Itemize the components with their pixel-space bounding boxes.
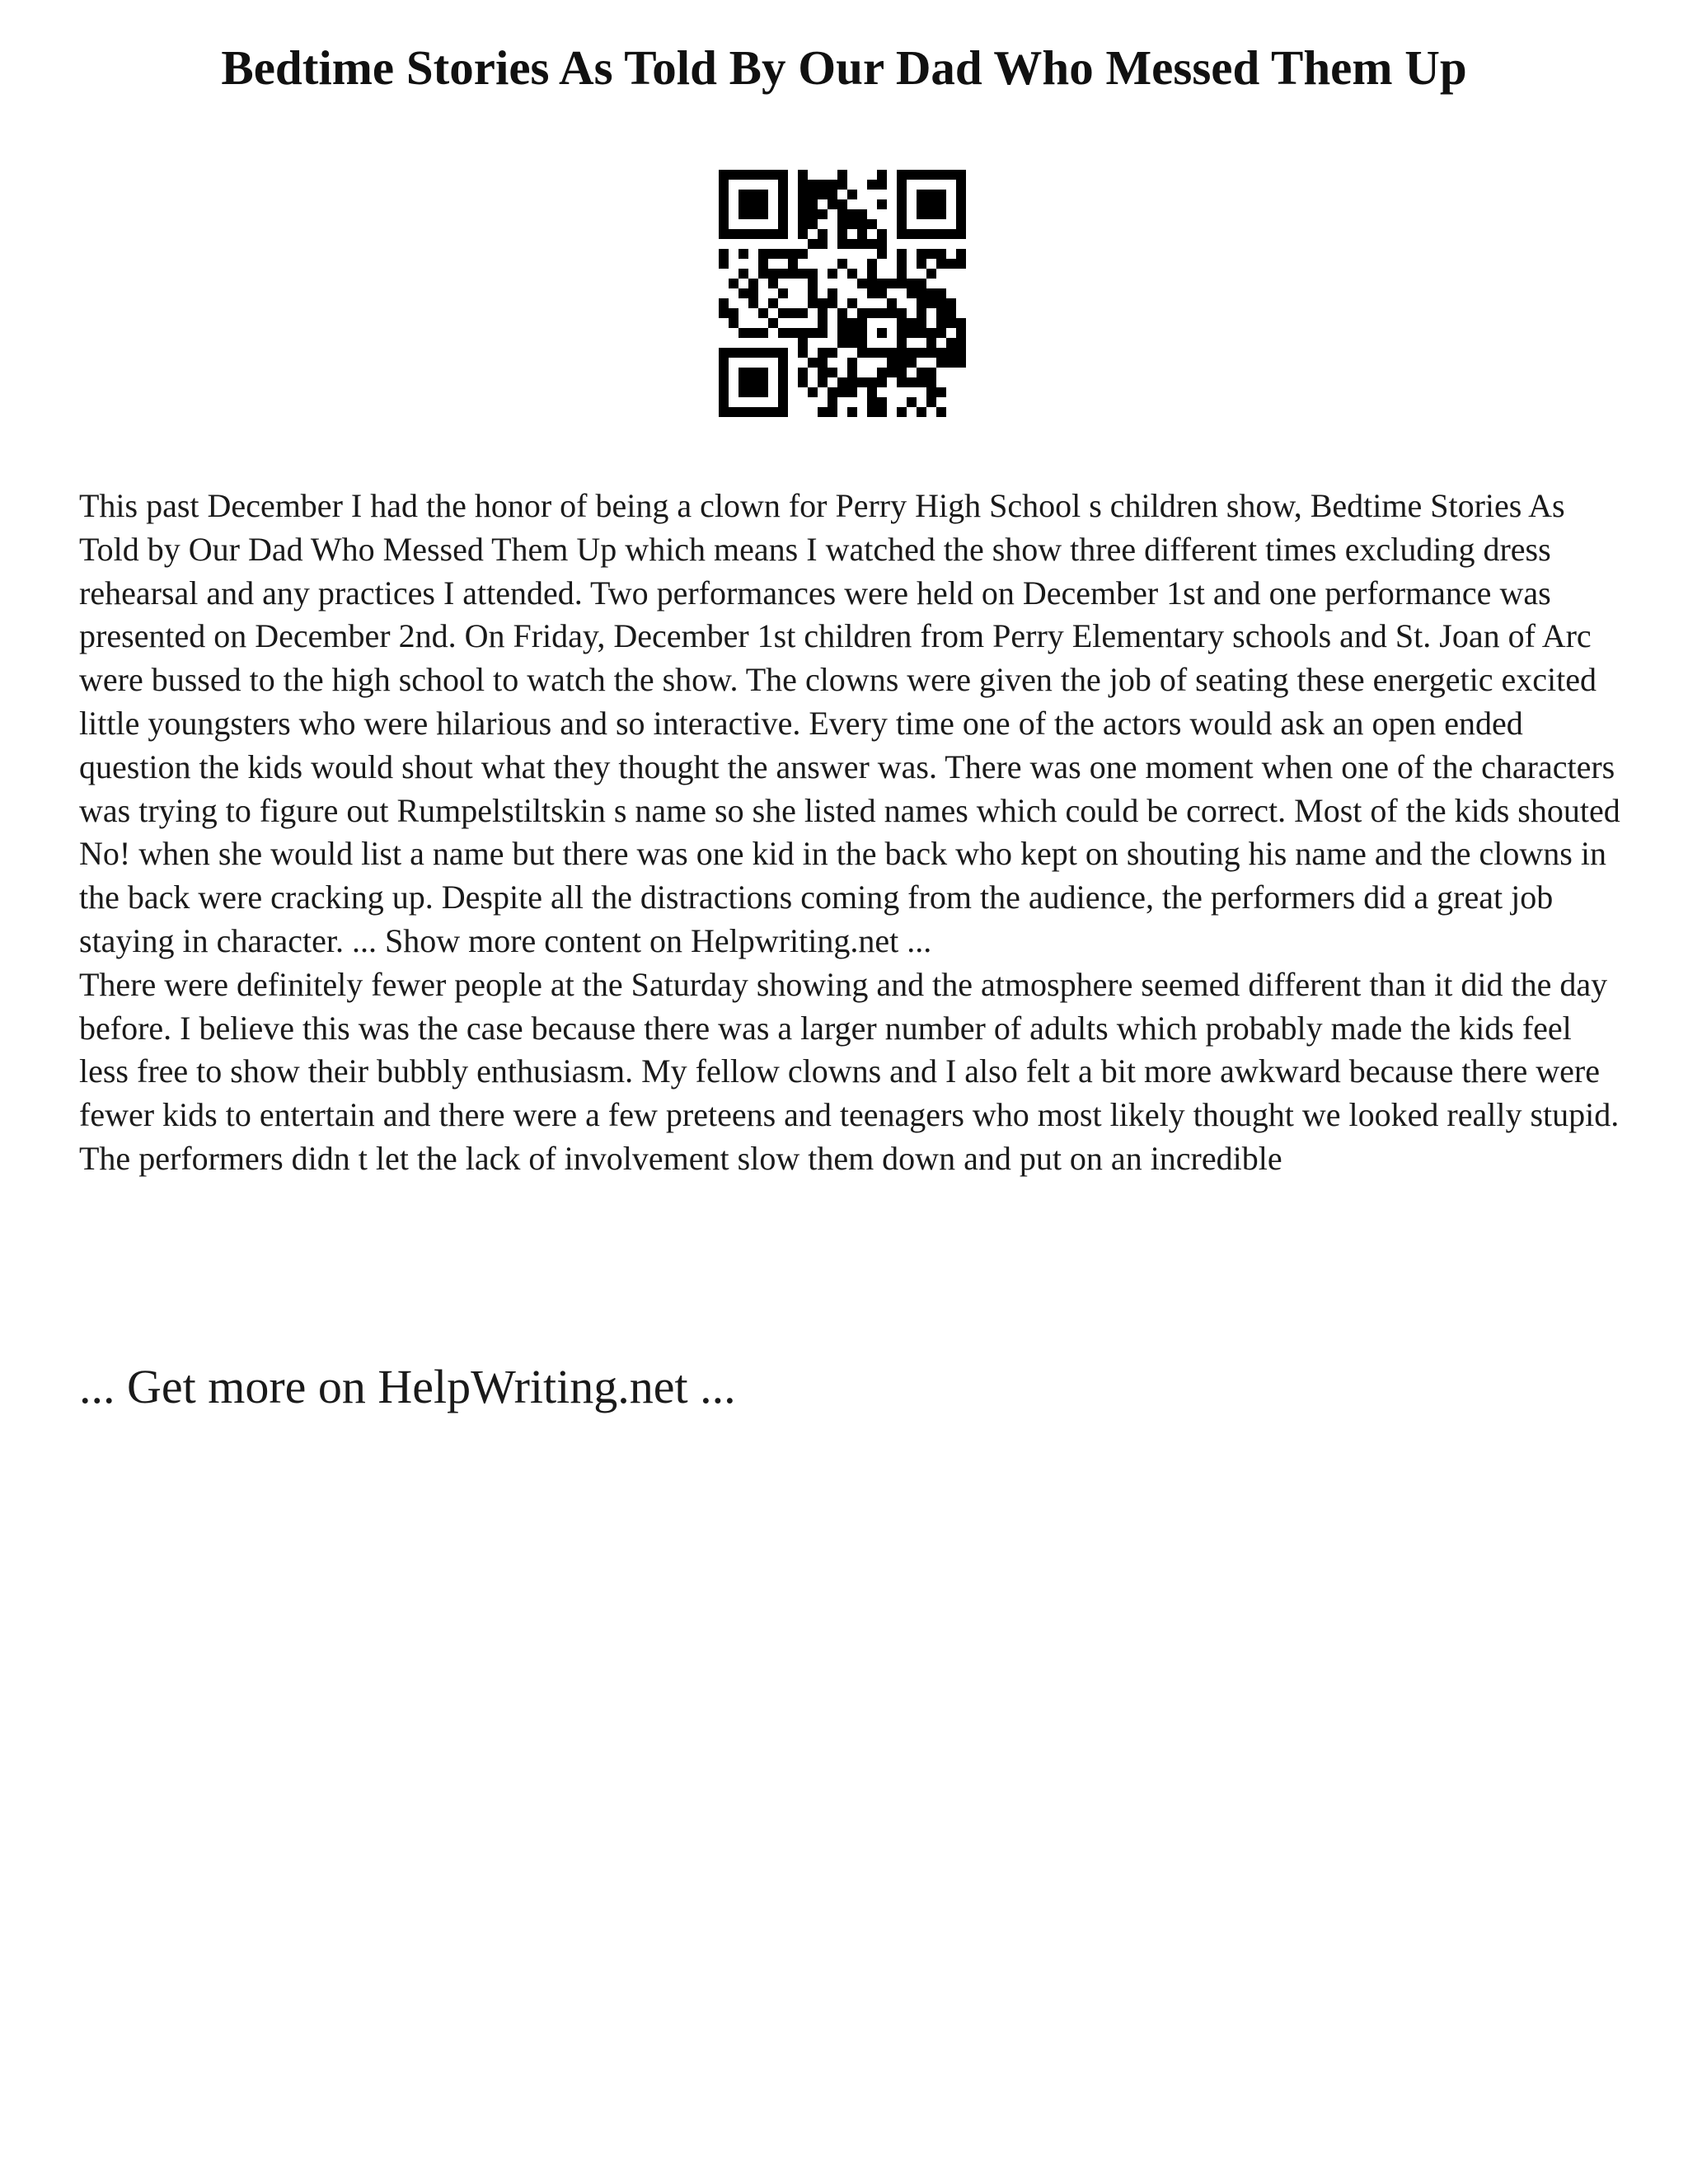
qr-code-icon	[719, 170, 966, 417]
qr-code[interactable]	[719, 170, 966, 417]
article-body	[79, 485, 1629, 1181]
get-more-link[interactable]: ... Get more on HelpWriting.net ...	[79, 1360, 736, 1413]
article-paragraph-2: There were definitely fewer people at the Saturday showing and the atmosphere seemed different than it did the day before. I believe this was the case because there was a larger number of adults which probably made the kids feel less free to show their bubbly enthusiasm. My fellow clowns and I also felt a bit more awkward because there were fewer kids to entertain and there were a few preteens and teenagers who most likely thought we looked really stupid. The performers didn t let the lack of involvement slow them down and put on an incredible	[79, 965, 1620, 1177]
article-paragraph-1: This past December I had the honor of being a clown for Perry High School s children show, Bedtime Stories As Told by Our Dad Who Messed Them Up which means I watched the show three different times excluding dress rehearsal and any practices I attended. Two performances were held on December 1st and one performance was presented on December 2nd. On Friday, December 1st children from Perry Elementary schools and St. Joan of Arc were bussed to the high school to watch the show. The clowns were given the job of seating these energetic excited little youngsters who were hilarious and so interactive. Every time one of the actors would ask an open ended question the kids would shout what they thought the answer was. There was one moment when one of the characters was trying to figure out Rumpelstiltskin s name so she listed names which could be correct. Most of the kids shouted No! when she would list a name but there was one kid in the back who kept on shouting his name and the clowns in the back were cracking up. Despite all the distractions coming from the audience, the performers did a great job staying in character. ... Show more content on Helpwriting.net ...	[79, 487, 1620, 959]
document-title: Bedtime Stories As Told By Our Dad Who Messed Them Up	[221, 40, 1467, 95]
